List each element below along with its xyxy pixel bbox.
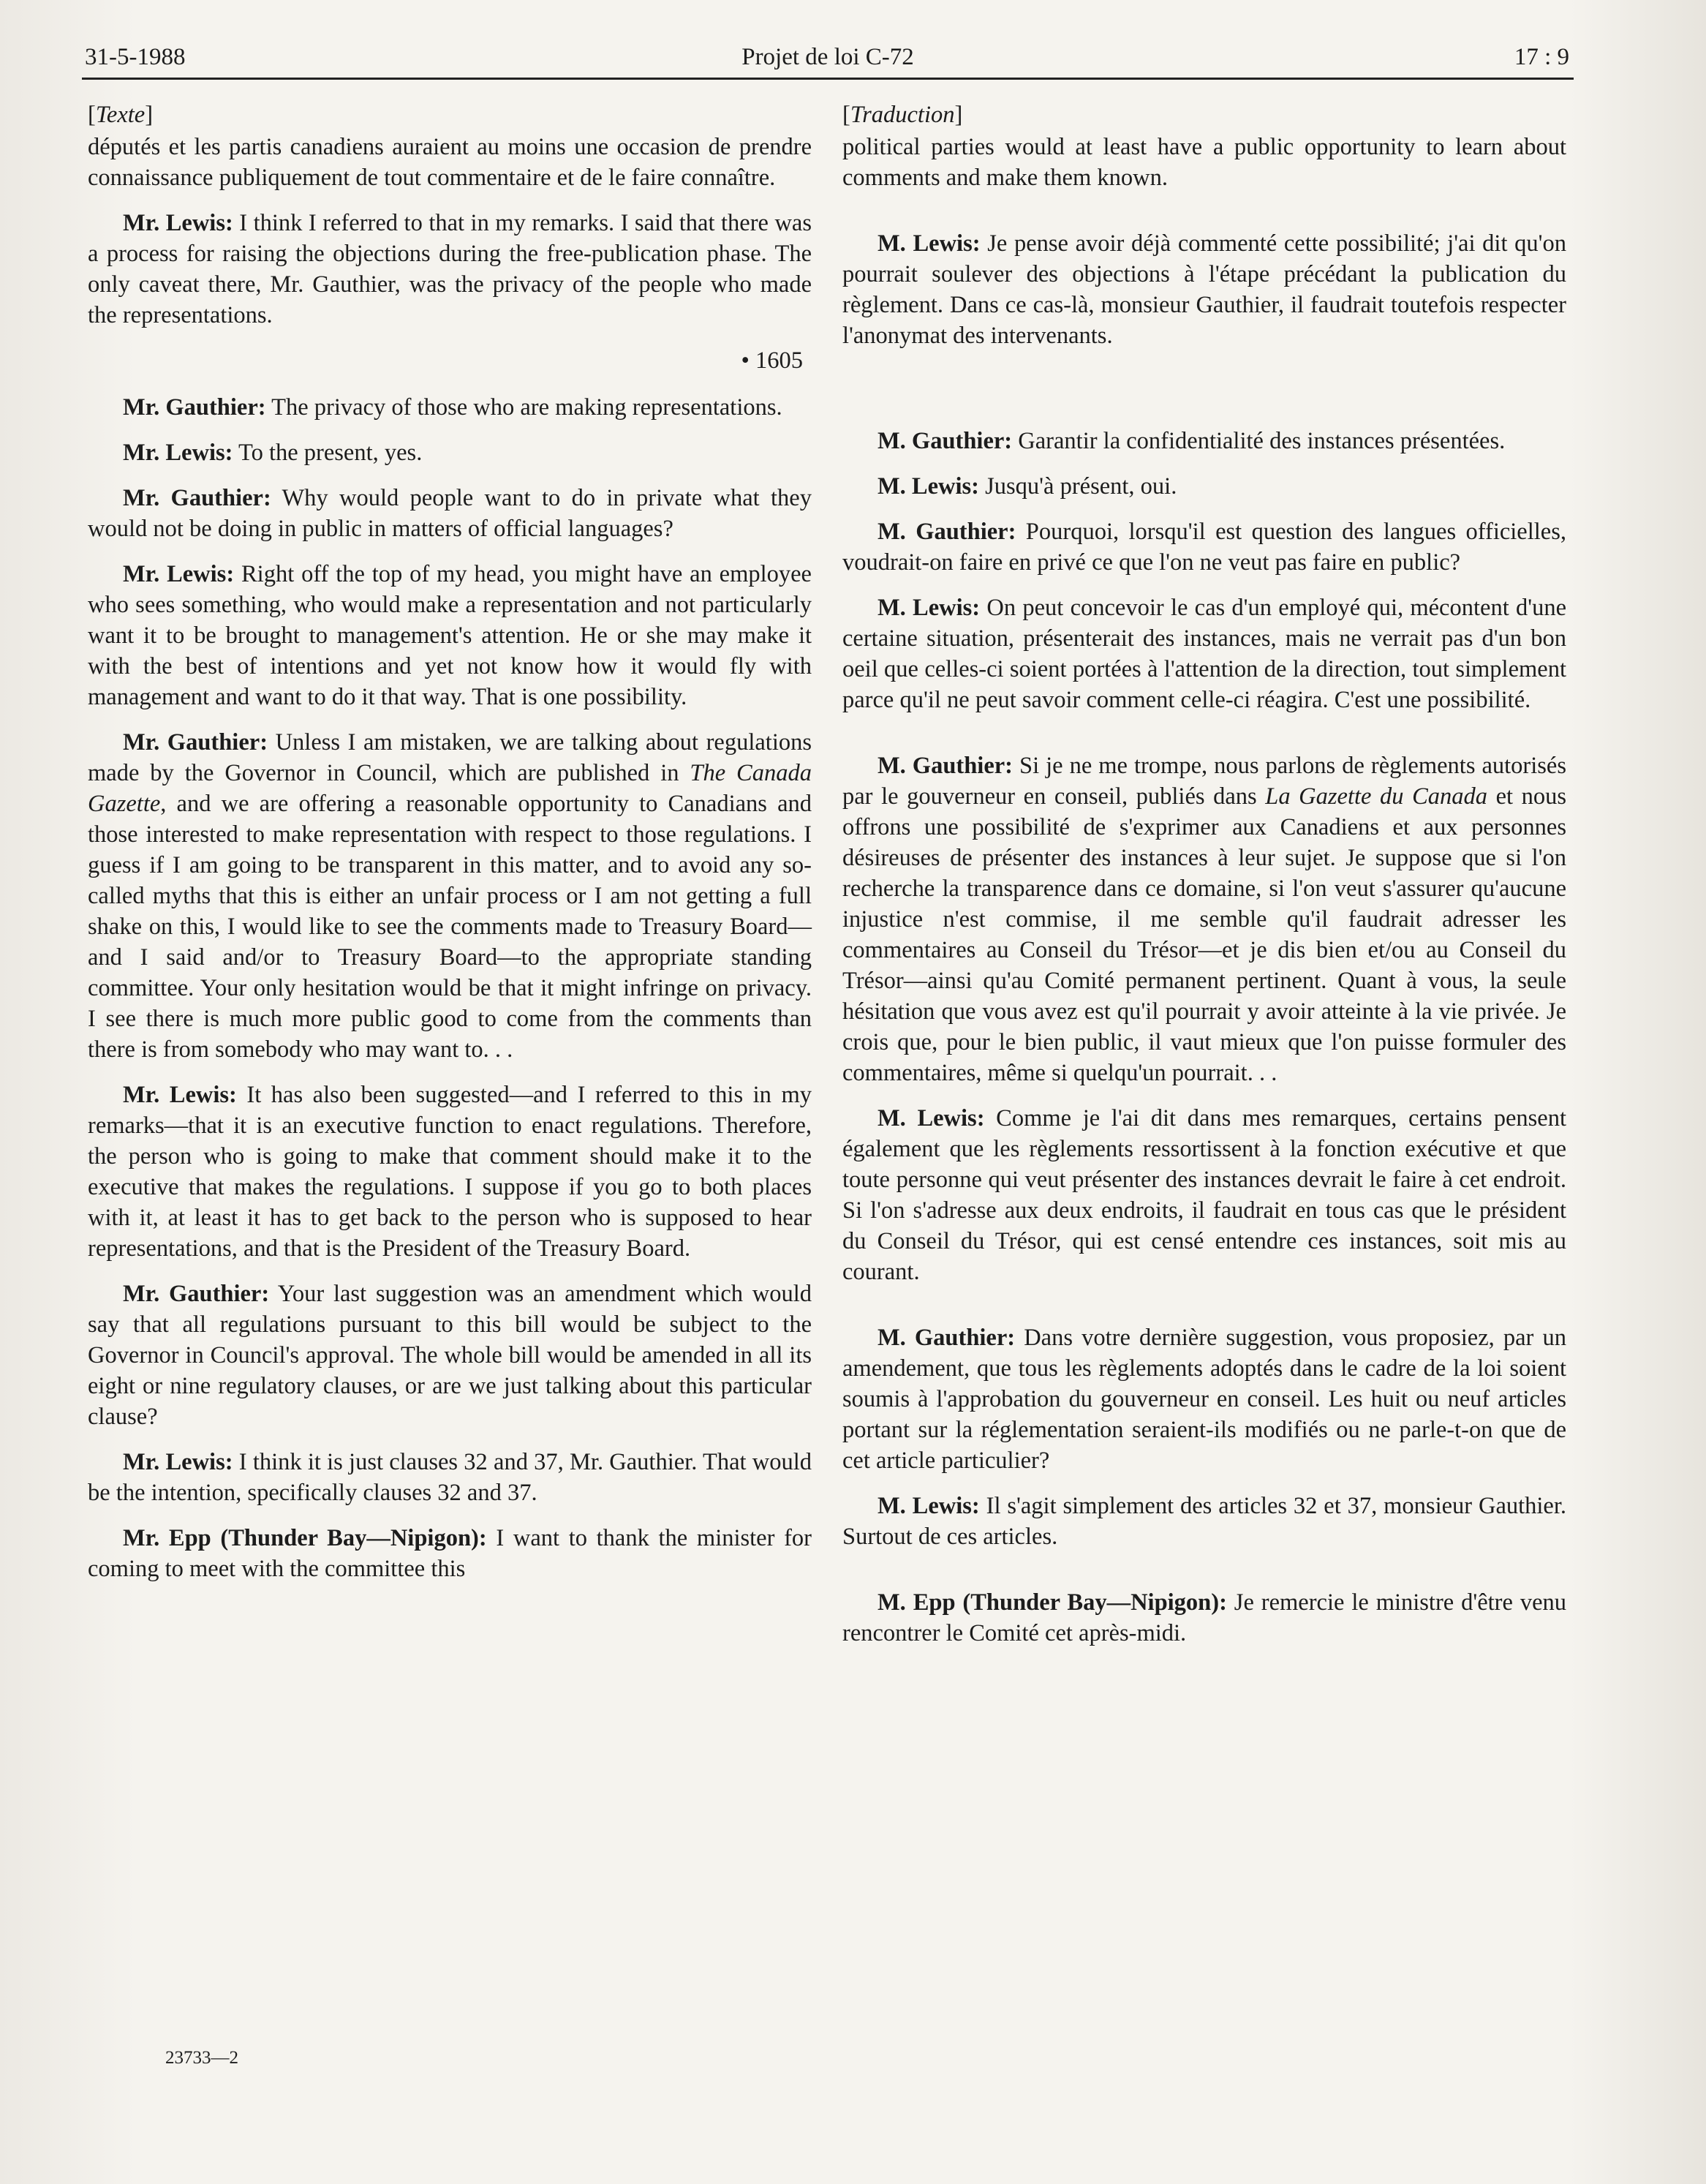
paragraph — [88, 392, 812, 423]
speech-text: Unless I am mistaken, we are talking about regulations made by the Governor in Council, which are published in — [88, 729, 812, 786]
speech-text: Right off the top of my head, you might have an employee who sees something, who would make a representation and not particularly want it to be brought to management's attention. He or she may make it with the best of intentions and yet not know how it would fly with management and want to do it that way. That is one possibility. — [88, 561, 812, 710]
speaker-name: M. Gauthier: — [877, 753, 1014, 779]
paragraph — [842, 1103, 1566, 1287]
speech-text: It has also been suggested—and I referred to this in my remarks—that it is an executive function to enact regulations. Therefore, the person who is going to make that comment should make it to the executive that makes the regulations. I suppose if you go to both places with it, at least it has to get back to the person who is supposed to hear representations, and that is the President of the Treasury Board. — [88, 1082, 812, 1262]
speech-text: Dans votre dernière suggestion, vous proposiez, par un amendement, que tous les règlements adoptés dans le cadre de la loi soient soumis à l'approbation du gouverneur en conseil. Les huit ou neuf articles portant sur la réglementation seraient-ils modifiés ou ne parle-t-on que de cet article particulier? — [842, 1325, 1566, 1474]
paragraph — [88, 1447, 812, 1508]
paragraph — [88, 208, 812, 331]
speech-text: I think it is just clauses 32 and 37, Mr. Gauthier. That would be the intention, specifically clauses 32 and 37. — [88, 1449, 812, 1506]
column-label: [Texte] — [88, 102, 154, 128]
speaker-name: Mr. Lewis: — [123, 210, 233, 236]
right-column-translation — [842, 99, 1566, 1663]
paragraph — [842, 1491, 1566, 1552]
paragraph — [842, 592, 1566, 715]
paragraph — [842, 426, 1566, 456]
speech-text: Si je ne me trompe, nous parlons de règlements autorisés par le gouverneur en conseil, publiés dans — [842, 753, 1566, 810]
speech-text: To the present, yes. — [233, 440, 423, 466]
paragraph: députés et les partis canadiens auraient au moins une occasion de prendre connaissance publiquement de tout commentaire et de le faire connaître. — [88, 134, 812, 191]
speech-text: Pourquoi, lorsqu'il est question des langues officielles, voudrait-on faire en privé ce que l'on ne veut pas faire en public? — [842, 519, 1566, 576]
paragraph — [842, 750, 1566, 1088]
speech-text: Why would people want to do in private what they would not be doing in public in matters of official languages? — [88, 485, 812, 542]
speaker-name: M. Gauthier: — [877, 428, 1013, 454]
paragraph — [88, 727, 812, 1065]
speaker-name: M. Epp (Thunder Bay—Nipigon): — [877, 1589, 1227, 1616]
header-date: 31-5-1988 — [85, 44, 186, 70]
speaker-name: M. Lewis: — [877, 1493, 980, 1519]
speech-text: On peut concevoir le cas d'un employé qui, mécontent d'une certaine situation, présenterait des instances, mais ne verrait pas d'un bon oeil que celles-ci soient portées à l'attention de la direction, tout simplement parce qu'il ne peut savoir comment celle-ci réagira. C'est une possibilité. — [842, 595, 1567, 713]
speaker-name: Mr. Epp (Thunder Bay—Nipigon): — [123, 1525, 487, 1551]
speech-text: Your last suggestion was an amendment which would say that all regulations pursuant to this bill would be subject to the Governor in Council's approval. The whole bill would be amended in all its eight or nine regulatory clauses, or are we just talking about this particular clause? — [88, 1281, 812, 1430]
speaker-name: Mr. Lewis: — [123, 1082, 237, 1108]
speaker-name: Mr. Lewis: — [123, 561, 235, 587]
paragraph — [842, 1322, 1566, 1476]
paragraph — [88, 437, 812, 468]
column-label: [Traduction] — [842, 102, 963, 128]
speaker-name: M. Lewis: — [877, 473, 979, 500]
speech-text: Je remercie le ministre d'être venu rencontrer le Comité cet après-midi. — [842, 1589, 1566, 1646]
speaker-name: Mr. Gauthier: — [123, 394, 266, 421]
paragraph — [88, 1523, 812, 1584]
speech-text: Il s'agit simplement des articles 32 et 37, monsieur Gauthier. Surtout de ces articles. — [842, 1493, 1567, 1550]
paragraph: political parties would at least have a public opportunity to learn about comments and make them known. — [842, 134, 1566, 191]
speaker-name: Mr. Lewis: — [123, 440, 233, 466]
paragraph — [88, 559, 812, 712]
paragraph — [88, 483, 812, 544]
paragraph — [842, 1587, 1566, 1649]
time-marker-spacer — [842, 366, 1566, 396]
speech-text: et nous offrons une possibilité de s'exprimer aux Canadiens et aux personnes désireuses de présenter des instances à leur sujet. Je suppose que si l'on recherche la transparence dans ce domaine, si l'on veut s'assurer qu'aucune injustice n'est commise, il me semble qu'il faudrait adresser les commentaires au Conseil du Trésor—et je dis bien et/ou au Conseil du Trésor—ainsi qu'au Comité permanent pertinent. Quant à vous, la seule hésitation que vous avez est qu'il pourrait y avoir atteinte à la vie privée. Je crois que, pour le bien public, il vaut mieux que l'on puisse formuler des commentaires, même si quelqu'un pourrait. . . — [842, 783, 1567, 1086]
footer-code: 23733—2 — [165, 2048, 238, 2068]
left-column-text — [88, 99, 812, 1599]
paragraph — [842, 471, 1566, 502]
speaker-name: Mr. Gauthier: — [123, 1281, 270, 1307]
header-bill-title: Projet de loi C-72 — [741, 44, 914, 70]
speaker-name: M. Lewis: — [877, 595, 981, 621]
header-page-number: 17 : 9 — [1514, 44, 1569, 70]
paragraph — [842, 228, 1566, 351]
speaker-name: M. Lewis: — [877, 1105, 985, 1131]
speech-text: Garantir la confidentialité des instances présentées. — [1012, 428, 1506, 454]
publication-title: The Canada Gazette — [88, 760, 812, 817]
paragraph — [842, 516, 1566, 578]
speech-text: , and we are offering a reasonable opportunity to Canadians and those interested to make representation with respect to those regulations. I guess if I am going to be transparent in this matter, and to avoid any so-called myths that this is either an unfair process or I am not getting a full shake on this, I would like to see the comments made to Treasury Board—and I said and/or to Treasury Board—to the appropriate standing committee. Your only hesitation would be that it might infringe on privacy. I see there is much more public good to come from the comments than there is from somebody who may want to. . . — [88, 791, 812, 1063]
speaker-name: Mr. Lewis: — [123, 1449, 233, 1475]
speech-text: Je pense avoir déjà commenté cette possibilité; j'ai dit qu'on pourrait soulever des objections à l'étape précédant la publication du règlement. Dans ce cas-là, monsieur Gauthier, il faudrait toutefois respecter l'anonymat des intervenants. — [842, 230, 1567, 349]
publication-title: La Gazette du Canada — [1265, 783, 1488, 810]
paragraph — [88, 1080, 812, 1264]
speaker-name: M. Lewis: — [877, 230, 981, 257]
speaker-name: Mr. Gauthier: — [123, 729, 268, 756]
paragraph — [88, 1279, 812, 1432]
speaker-name: Mr. Gauthier: — [123, 485, 271, 511]
time-marker: • 1605 — [741, 347, 803, 374]
speech-text: I want to thank the minister for coming to meet with the committee this — [88, 1525, 812, 1582]
speaker-name: M. Gauthier: — [877, 519, 1016, 545]
speaker-name: M. Gauthier: — [877, 1325, 1016, 1351]
speech-text: I think I referred to that in my remarks. I said that there was a process for raising the objections during the free-publication phase. The only caveat there, Mr. Gauthier, was the privacy of the people who made the representations. — [88, 210, 812, 328]
speech-text: The privacy of those who are making representations. — [265, 394, 782, 421]
page-header — [82, 42, 1574, 80]
speech-text: Comme je l'ai dit dans mes remarques, certains pensent également que les règlements ressortissent à la fonction exécutive et que toute personne qui veut présenter des instances devrait le faire à cet endroit. Si l'on s'adresse aux deux endroits, il faudrait en tous cas que le président du Conseil du Trésor, qui est censé entendre ces instances, soit mis au courant. — [842, 1105, 1566, 1285]
speech-text: Jusqu'à présent, oui. — [979, 473, 1177, 500]
